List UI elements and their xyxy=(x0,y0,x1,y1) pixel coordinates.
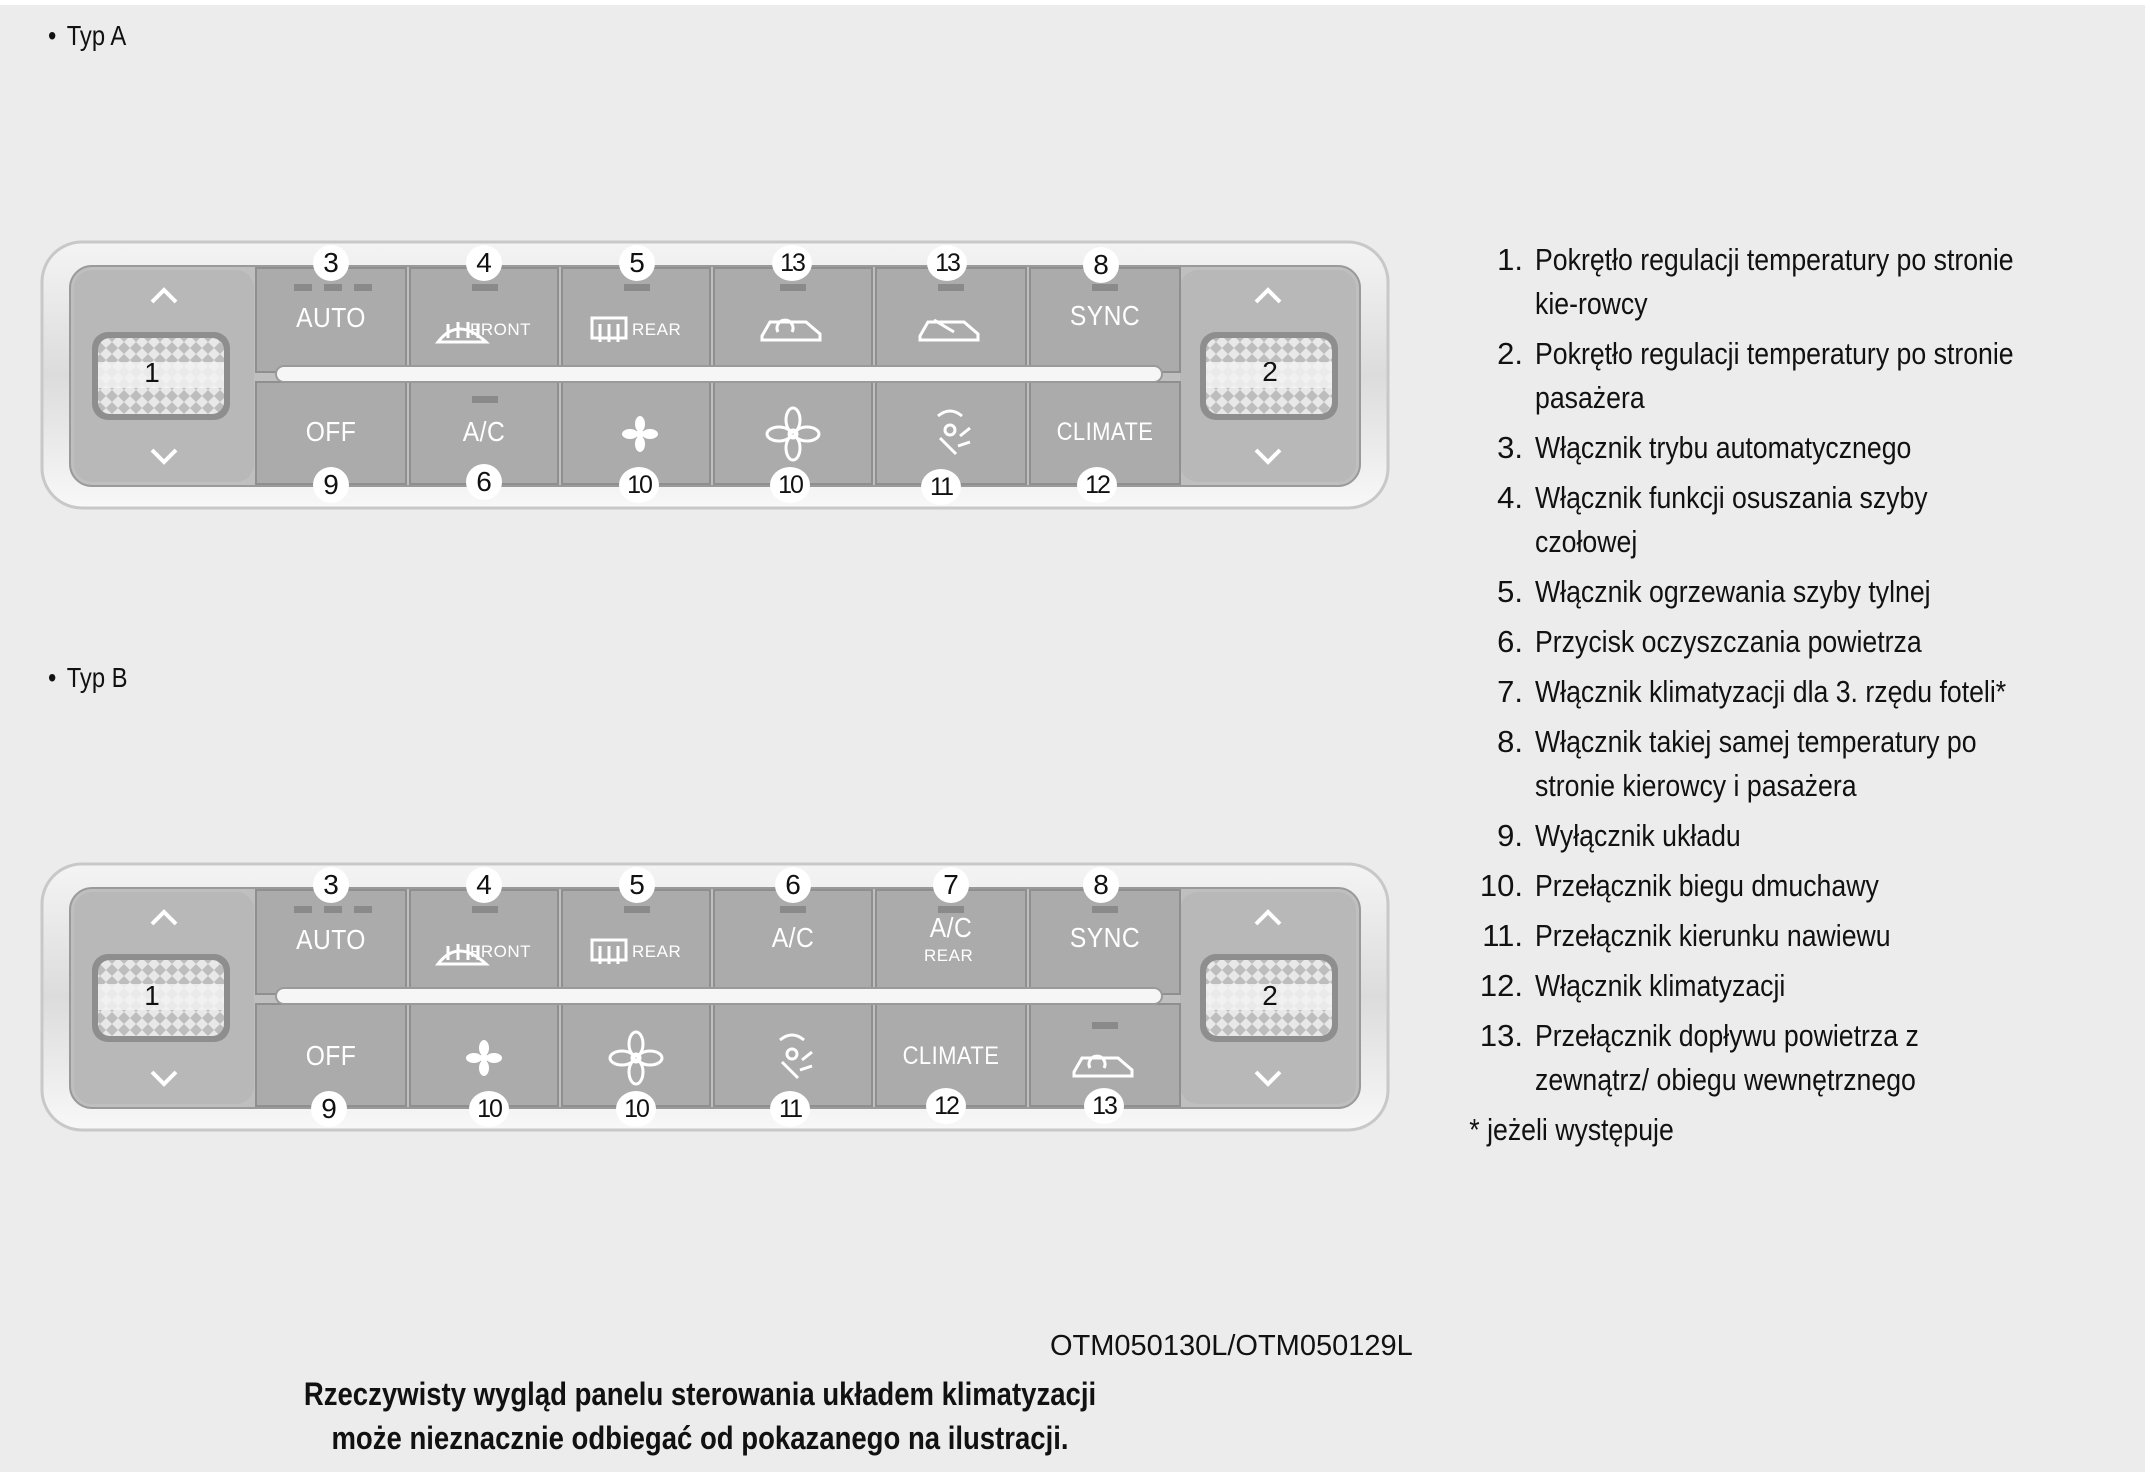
callout-1: 1 xyxy=(144,357,160,388)
item-number: 8. xyxy=(1497,724,1523,759)
footnote: * jeżeli występuje xyxy=(1469,1112,1674,1147)
callout-5: 5 xyxy=(619,245,655,281)
item-text: Przełącznik dopływu powietrza z zewnątrz/ obiegu wewnętrznego xyxy=(1535,1018,1919,1097)
ac-button[interactable]: A/C xyxy=(462,416,506,447)
panel-type-a xyxy=(40,240,1390,510)
off-button[interactable]: OFF xyxy=(305,1040,357,1071)
bullet: • xyxy=(48,20,57,51)
list-item xyxy=(1465,1014,2105,1102)
callout-5: 5 xyxy=(619,867,655,903)
item-text: Przycisk oczyszczania powietrza xyxy=(1535,624,1922,659)
list-item xyxy=(1465,670,2105,714)
item-text: Wyłącznik układu xyxy=(1535,818,1741,853)
callout-12: 12 xyxy=(926,1088,966,1124)
item-number: 9. xyxy=(1497,818,1523,853)
item-text: Włącznik funkcji osuszania szyby czołowej xyxy=(1535,480,1928,559)
list-item xyxy=(1465,914,2105,958)
list-item xyxy=(1465,964,2105,1008)
item-text: Przełącznik kierunku nawiewu xyxy=(1535,918,1891,953)
sync-button[interactable]: SYNC xyxy=(1069,300,1141,331)
disclaimer xyxy=(287,1372,1113,1460)
item-text: Włącznik takiej samej temperatury po stronie kierowcy i pasażera xyxy=(1535,724,1977,803)
item-text: Pokrętło regulacji temperatury po stronie kie-rowcy xyxy=(1535,242,2014,321)
item-number: 10. xyxy=(1479,868,1523,903)
type-b-label-text: Typ B xyxy=(66,662,128,693)
callout-6: 6 xyxy=(775,867,811,903)
rear-ac-button[interactable]: A/C xyxy=(929,912,973,943)
bullet: • xyxy=(48,662,57,693)
auto-button[interactable]: AUTO xyxy=(296,302,366,333)
auto-button[interactable]: AUTO xyxy=(296,924,366,955)
item-text: Włącznik ogrzewania szyby tylnej xyxy=(1535,574,1931,609)
list-item xyxy=(1465,620,2105,664)
panel-type-a-drawing xyxy=(40,240,1390,510)
callout-6: 6 xyxy=(466,464,502,500)
item-text: Włącznik trybu automatycznego xyxy=(1535,430,1912,465)
list-item xyxy=(1465,720,2105,808)
list-item xyxy=(1465,814,2105,858)
callout-1: 1 xyxy=(144,980,160,1011)
disclaimer-line-2: może nieznacznie odbiegać od pokazanego na ilustracji. xyxy=(331,1420,1069,1456)
front-defrost-button[interactable]: FRONT xyxy=(470,320,532,339)
type-b-label xyxy=(48,662,128,694)
callout-7: 7 xyxy=(933,867,969,903)
climate-button[interactable]: CLIMATE xyxy=(902,1042,1000,1070)
front-defrost-button[interactable]: FRONT xyxy=(470,942,532,961)
item-text: Przełącznik biegu dmuchawy xyxy=(1535,868,1879,903)
callout-13: 13 xyxy=(927,245,967,281)
rear-ac-sub-label: REAR xyxy=(924,946,974,965)
item-number: 13. xyxy=(1479,1018,1523,1053)
item-number: 3. xyxy=(1497,430,1523,465)
list-item xyxy=(1465,332,2105,420)
disclaimer-line-1: Rzeczywisty wygląd panelu sterowania układem klimatyzacji xyxy=(303,1376,1097,1412)
callout-10: 10 xyxy=(616,1091,656,1127)
callout-10: 10 xyxy=(469,1091,509,1127)
list-item xyxy=(1465,570,2105,614)
type-a-label xyxy=(48,20,126,52)
callout-13: 13 xyxy=(772,245,812,281)
type-a-label-text: Typ A xyxy=(66,20,127,51)
page-edge-top xyxy=(0,0,2150,5)
page-edge-right xyxy=(2145,0,2150,1477)
panel-type-b-drawing xyxy=(40,862,1390,1132)
list-item xyxy=(1465,426,2105,470)
callout-2: 2 xyxy=(1262,980,1278,1011)
air-purify-button[interactable]: A/C xyxy=(771,922,815,953)
rear-defrost-button[interactable]: REAR xyxy=(632,320,682,339)
list-item xyxy=(1465,864,2105,908)
callout-4: 4 xyxy=(466,867,502,903)
callout-13: 13 xyxy=(1084,1088,1124,1124)
page-edge-bottom xyxy=(0,1472,2150,1477)
climate-button[interactable]: CLIMATE xyxy=(1056,418,1154,446)
callout-12: 12 xyxy=(1077,467,1117,503)
item-text: Włącznik klimatyzacji xyxy=(1535,968,1786,1003)
item-number: 12. xyxy=(1479,968,1523,1003)
callout-8: 8 xyxy=(1083,867,1119,903)
item-number: 11. xyxy=(1482,918,1523,953)
item-number: 5. xyxy=(1497,574,1523,609)
callout-10: 10 xyxy=(619,467,659,503)
off-button[interactable]: OFF xyxy=(305,416,357,447)
figure-code: OTM050130L/OTM050129L xyxy=(1050,1330,1413,1362)
item-text: Włącznik klimatyzacji dla 3. rzędu foteli* xyxy=(1535,674,2007,709)
item-number: 2. xyxy=(1497,336,1523,371)
callout-9: 9 xyxy=(313,467,349,503)
item-number: 1. xyxy=(1497,242,1523,277)
item-number: 7. xyxy=(1497,674,1523,709)
callout-9: 9 xyxy=(311,1091,347,1127)
callout-8: 8 xyxy=(1083,247,1119,283)
callout-11: 11 xyxy=(921,469,961,505)
item-text: Pokrętło regulacji temperatury po stronie pasażera xyxy=(1535,336,2014,415)
rear-defrost-button[interactable]: REAR xyxy=(632,942,682,961)
callout-2: 2 xyxy=(1262,356,1278,387)
legend-list xyxy=(1465,238,2105,1152)
item-number: 4. xyxy=(1497,480,1523,515)
callout-3: 3 xyxy=(313,867,349,903)
callout-3: 3 xyxy=(313,245,349,281)
callout-10: 10 xyxy=(770,467,810,503)
list-item xyxy=(1465,476,2105,564)
sync-button[interactable]: SYNC xyxy=(1069,922,1141,953)
callout-4: 4 xyxy=(466,245,502,281)
item-number: 6. xyxy=(1497,624,1523,659)
panel-type-b xyxy=(40,862,1390,1132)
callout-11: 11 xyxy=(770,1091,810,1127)
list-item xyxy=(1465,238,2105,326)
